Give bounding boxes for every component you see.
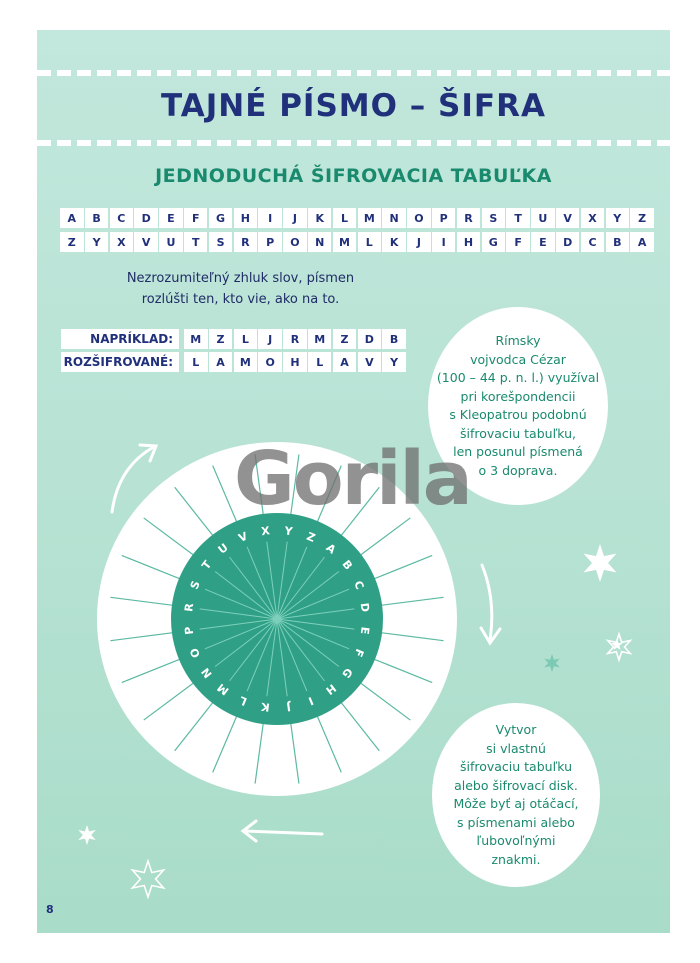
disk-letter: D (357, 602, 372, 613)
alphabet-cell: R (457, 208, 481, 228)
encoded-letter-cell: B (382, 329, 406, 349)
disk-letter: B (339, 557, 355, 573)
cipher-cell: A (630, 232, 654, 252)
bubble-line: alebo šifrovací disk. (454, 777, 578, 793)
decoded-letter-cell: Y (382, 352, 406, 372)
bubble-line: si vlastnú (486, 740, 546, 756)
bubble-line: šifrovaciu tabuľku, (459, 425, 577, 441)
alphabet-cell: X (581, 208, 605, 228)
disk-letter: G (339, 665, 356, 681)
cipher-cell: R (234, 232, 258, 252)
disk-letter: E (357, 625, 372, 636)
watermark-logo: Gorila (234, 436, 471, 522)
alphabet-cell: D (134, 208, 158, 228)
section-subtitle: JEDNODUCHÁ ŠIFROVACIA TABUĽKA (155, 165, 552, 187)
cipher-cell: I (432, 232, 456, 252)
arrow-right (482, 565, 492, 640)
encoded-letter-cell: Z (209, 329, 233, 349)
cipher-cell: H (457, 232, 481, 252)
alphabet-cell: P (432, 208, 456, 228)
cipher-cell: U (159, 232, 183, 252)
cipher-cell: D (556, 232, 580, 252)
alphabet-cell: M (358, 208, 382, 228)
bubble-line: ľubovoľnými (476, 833, 556, 848)
alphabet-cell: O (407, 208, 431, 228)
disk-letter: T (199, 558, 215, 573)
disk-letter: U (215, 540, 231, 557)
intro-line: rozlúšti ten, kto vie, ako na to. (141, 292, 340, 307)
cipher-cell: M (333, 232, 357, 252)
disk-letter: K (260, 699, 271, 714)
encoded-letter-cell: R (283, 329, 307, 349)
decoded-letter-cell: L (184, 352, 208, 372)
bubble-line: s písmenami alebo (457, 814, 575, 830)
decoded-letter-cell: O (258, 352, 282, 372)
decoded-letter-cell: L (308, 352, 332, 372)
alphabet-cell: Y (606, 208, 630, 228)
decoded-letter-cell: H (283, 352, 307, 372)
cipher-cell: X (110, 232, 134, 252)
cipher-cell: B (606, 232, 630, 252)
cipher-cell: Z (60, 232, 84, 252)
disk-letter: Y (283, 524, 294, 539)
encoded-letter-cell: J (258, 329, 282, 349)
encoded-letter-cell: M (184, 329, 208, 349)
cipher-cell: P (258, 232, 282, 252)
bubble-line: znakmi. (491, 851, 541, 867)
cipher-cell: Y (85, 232, 109, 252)
alphabet-cell: V (556, 208, 580, 228)
cipher-cell: V (134, 232, 158, 252)
cipher-cell: S (209, 232, 233, 252)
disk-letter: N (198, 665, 215, 681)
alphabet-cell: N (382, 208, 406, 228)
disk-letter: M (214, 680, 232, 698)
cipher-cell: E (531, 232, 555, 252)
alphabet-cell: S (482, 208, 506, 228)
bubble-line: len posunul písmená (453, 444, 583, 459)
alphabet-cell: U (531, 208, 555, 228)
decoded-letter-cell: V (358, 352, 382, 372)
star-icon (584, 544, 617, 582)
alphabet-cell: L (333, 208, 357, 228)
disk-letter: R (182, 602, 197, 613)
arrow-bottom (244, 831, 322, 834)
disk-letter: A (323, 541, 339, 557)
bubble-line: (100 – 44 p. n. l.) využíval (436, 370, 600, 385)
encoded-letter-cell: Z (333, 329, 357, 349)
disk-letter: O (187, 646, 204, 660)
alphabet-cell: G (209, 208, 233, 228)
alphabet-cell: B (85, 208, 109, 228)
disk-letter: H (323, 681, 339, 698)
bubble-line: o 3 doprava. (478, 462, 558, 478)
alphabet-cell: E (159, 208, 183, 228)
alphabet-cell: T (506, 208, 530, 228)
bubble-line: Rímsky (495, 333, 541, 348)
disk-letter: J (285, 700, 292, 714)
example-label: NAPRÍKLAD: (61, 329, 179, 349)
cipher-cell: J (407, 232, 431, 252)
bubble-line: vojvodca Cézar (470, 351, 566, 367)
decoded-letter-cell: M (234, 352, 258, 372)
disk-letter: L (237, 693, 249, 709)
star-icon (78, 825, 95, 845)
decoded-letter-cell: A (333, 352, 357, 372)
bubble-line: šifrovaciu tabuľku (459, 759, 573, 774)
disk-letter: F (351, 646, 367, 659)
cipher-cell: K (382, 232, 406, 252)
alphabet-cell: K (308, 208, 332, 228)
alphabet-cell: H (234, 208, 258, 228)
disk-letter: Z (304, 529, 318, 545)
decoded-letter-cell: A (209, 352, 233, 372)
bubble-line: Môže byť aj otáčací, (453, 796, 579, 811)
decoded-label: ROZŠIFROVANÉ: (61, 352, 179, 372)
page-title: TAJNÉ PÍSMO – ŠIFRA (161, 88, 546, 124)
disk-letter: S (187, 578, 203, 592)
star-icon (544, 654, 560, 672)
disk-letter: X (260, 524, 271, 539)
bubble-line: Vytvor (495, 722, 537, 737)
alphabet-cell: F (184, 208, 208, 228)
alphabet-cell: J (283, 208, 307, 228)
disk-letter: I (306, 693, 316, 708)
cipher-cell: T (184, 232, 208, 252)
encoded-letter-cell: D (358, 329, 382, 349)
alphabet-cell: Z (630, 208, 654, 228)
bubble-line: pri korešpondencii (460, 388, 576, 404)
cipher-cell: C (581, 232, 605, 252)
alphabet-cell: I (258, 208, 282, 228)
create-disk-bubble (432, 703, 600, 887)
disk-letter: P (182, 625, 197, 636)
page-number: 8 (46, 903, 54, 916)
cipher-cell: N (308, 232, 332, 252)
cipher-cell: O (283, 232, 307, 252)
intro-line: Nezrozumiteľný zhluk slov, písmen (126, 271, 355, 286)
cipher-cell: F (506, 232, 530, 252)
star-outline-icon (132, 861, 163, 897)
alphabet-cell: A (60, 208, 84, 228)
cipher-cell: L (358, 232, 382, 252)
cipher-cell: G (482, 232, 506, 252)
encoded-letter-cell: M (308, 329, 332, 349)
encoded-letter-cell: L (234, 329, 258, 349)
bubble-line: s Kleopatrou podobnú (449, 407, 587, 422)
disk-letter: C (351, 578, 367, 592)
create-disk-text (453, 721, 578, 869)
alphabet-cell: C (110, 208, 134, 228)
disk-letter: V (236, 529, 250, 545)
